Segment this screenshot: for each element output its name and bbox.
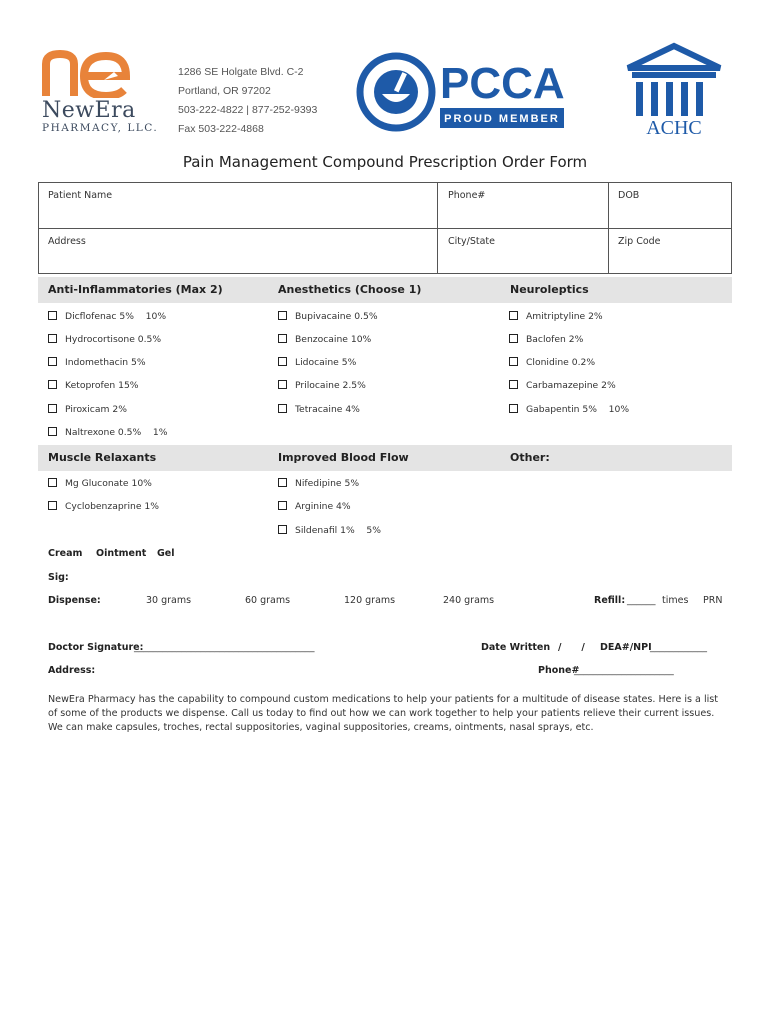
date-written-field[interactable]: / /	[558, 642, 585, 653]
date-written-label: Date Written	[481, 642, 551, 653]
checkbox-item[interactable]: Bupivacaine 0.5%	[278, 311, 378, 322]
checkbox-item[interactable]: Hydrocortisone 0.5%	[48, 334, 161, 345]
checkbox-icon[interactable]	[48, 357, 57, 366]
dispense-label: Dispense:	[48, 595, 101, 606]
checkbox-icon[interactable]	[278, 478, 287, 487]
doctor-signature-field[interactable]: ______________________________________	[134, 642, 315, 653]
anesthetics-title: Anesthetics (Choose 1)	[278, 283, 422, 296]
pcca-tagline: PROUD MEMBER	[444, 113, 560, 125]
address-field[interactable]: Address	[48, 236, 86, 247]
doctor-signature-label: Doctor Signature:	[48, 642, 144, 653]
checkbox-icon[interactable]	[509, 380, 518, 389]
checkbox-item[interactable]: Gabapentin 5% 10%	[509, 404, 629, 415]
doctor-address-label: Address:	[48, 665, 96, 676]
blood-flow-title: Improved Blood Flow	[278, 451, 409, 464]
checkbox-icon[interactable]	[48, 501, 57, 510]
checkbox-item[interactable]: Lidocaine 5%	[278, 357, 356, 368]
checkbox-item[interactable]: Carbamazepine 2%	[509, 380, 616, 391]
checkbox-icon[interactable]	[278, 311, 287, 320]
section-header-row-2	[38, 445, 732, 471]
doctor-phone-field[interactable]: _____________________	[574, 665, 674, 676]
checkbox-icon[interactable]	[48, 334, 57, 343]
form-title: Pain Management Compound Prescription Order Form	[182, 153, 588, 171]
anti-inflammatories-title: Anti-Inflammatories (Max 2)	[48, 283, 223, 296]
achc-logo	[622, 42, 726, 138]
checkbox-icon[interactable]	[278, 501, 287, 510]
refill-times: times	[662, 595, 689, 606]
newera-logo-icon	[42, 50, 132, 98]
neuroleptics-title: Neuroleptics	[510, 283, 589, 296]
base-ointment[interactable]: Ointment	[96, 548, 147, 559]
checkbox-icon[interactable]	[278, 525, 287, 534]
checkbox-icon[interactable]	[48, 404, 57, 413]
pcca-name: PCCA	[440, 59, 565, 108]
dispense-120g[interactable]: 120 grams	[344, 595, 396, 606]
refill-label: Refill:	[594, 595, 626, 606]
zip-code-field[interactable]: Zip Code	[618, 236, 661, 247]
dea-npi-field[interactable]: ____________	[650, 642, 707, 653]
section-header-row-1	[38, 277, 732, 303]
footer-paragraph: NewEra Pharmacy has the capability to compound custom medications to help your patients for a multitude of disease states. Here is a list of some of the products we dispense. Call us today to find out how we can work together to help your patients relieve their current issues. We can make capsules, troches, rectal suppositories, vaginal suppositories, creams, ointments, nasal sprays, etc.	[48, 694, 719, 733]
achc-name: ACHC	[646, 117, 702, 138]
checkbox-icon[interactable]	[509, 311, 518, 320]
checkbox-item[interactable]: Nifedipine 5%	[278, 478, 359, 489]
refill-prn[interactable]: PRN	[703, 595, 723, 606]
checkbox-item[interactable]: Arginine 4%	[278, 501, 351, 512]
checkbox-item[interactable]: Baclofen 2%	[509, 334, 583, 345]
brand-name: NewEra	[42, 98, 136, 123]
phone-field[interactable]: Phone#	[448, 190, 486, 201]
checkbox-item[interactable]: Amitriptyline 2%	[509, 311, 603, 322]
checkbox-icon[interactable]	[278, 334, 287, 343]
checkbox-item[interactable]: Indomethacin 5%	[48, 357, 146, 368]
checkbox-item[interactable]: Sildenafil 1% 5%	[278, 525, 381, 536]
sig-label: Sig:	[48, 572, 69, 583]
checkbox-icon[interactable]	[509, 334, 518, 343]
other-title: Other:	[510, 451, 550, 464]
brand-subtitle: PHARMACY, LLC.	[42, 122, 159, 134]
fax-line: Fax 503-222-4868	[178, 123, 264, 135]
checkbox-icon[interactable]	[48, 427, 57, 436]
checkbox-icon[interactable]	[509, 357, 518, 366]
checkbox-item[interactable]: Piroxicam 2%	[48, 404, 127, 415]
phone-line: 503-222-4822 | 877-252-9393	[178, 104, 318, 116]
checkbox-item[interactable]: Ketoprofen 15%	[48, 380, 139, 391]
city-state-field[interactable]: City/State	[448, 236, 495, 247]
patient-info-table	[38, 182, 732, 274]
checkbox-icon[interactable]	[278, 357, 287, 366]
dispense-60g[interactable]: 60 grams	[245, 595, 291, 606]
checkbox-icon[interactable]	[48, 380, 57, 389]
checkbox-item[interactable]: Clonidine 0.2%	[509, 357, 595, 368]
checkbox-icon[interactable]	[278, 380, 287, 389]
checkbox-item[interactable]: Prilocaine 2.5%	[278, 380, 366, 391]
checkbox-icon[interactable]	[48, 478, 57, 487]
dea-npi-label: DEA#/NPI	[600, 642, 652, 653]
refill-field[interactable]: ______	[627, 595, 656, 606]
patient-name-field[interactable]: Patient Name	[48, 190, 113, 201]
muscle-relaxants-title: Muscle Relaxants	[48, 451, 157, 464]
checkbox-icon[interactable]	[48, 311, 57, 320]
checkbox-item[interactable]: Benzocaine 10%	[278, 334, 371, 345]
base-cream[interactable]: Cream	[48, 548, 83, 559]
dispense-240g[interactable]: 240 grams	[443, 595, 495, 606]
checkbox-icon[interactable]	[509, 404, 518, 413]
dob-field[interactable]: DOB	[618, 190, 640, 201]
pcca-logo	[356, 50, 570, 136]
dispense-30g[interactable]: 30 grams	[146, 595, 192, 606]
checkbox-item[interactable]: Naltrexone 0.5% 1%	[48, 427, 168, 438]
checkbox-item[interactable]: Cyclobenzaprine 1%	[48, 501, 159, 512]
checkbox-item[interactable]: Mg Gluconate 10%	[48, 478, 152, 489]
checkbox-icon[interactable]	[278, 404, 287, 413]
doctor-phone-label: Phone#	[538, 665, 580, 676]
checkbox-item[interactable]: Tetracaine 4%	[278, 404, 360, 415]
address-line-1: 1286 SE Holgate Blvd. C-2	[178, 66, 304, 78]
checkbox-item[interactable]: Dicflofenac 5% 10%	[48, 311, 166, 322]
address-line-2: Portland, OR 97202	[178, 85, 271, 97]
base-gel[interactable]: Gel	[157, 548, 175, 559]
